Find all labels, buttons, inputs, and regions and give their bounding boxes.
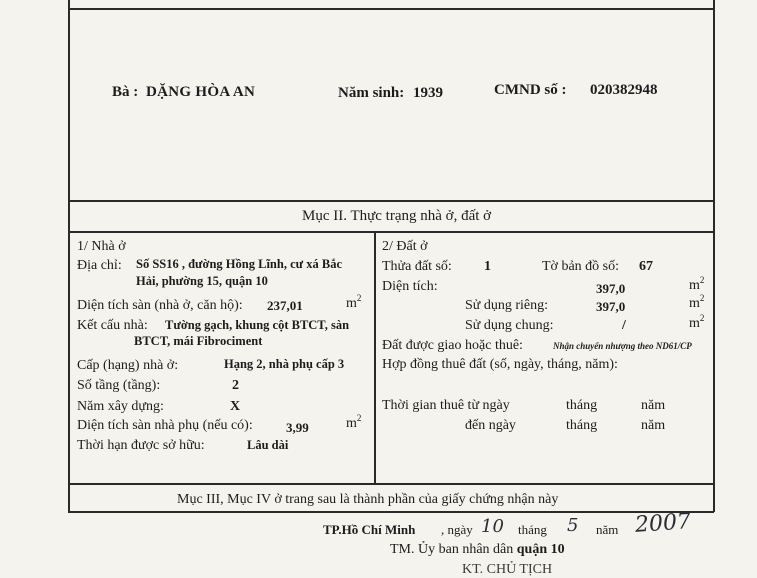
aux-area-value: 3,99 (286, 420, 309, 435)
frame-bottom-border (68, 511, 714, 513)
holder-prefix: Bà : (112, 84, 139, 100)
private-use-value: 397,0 (596, 299, 626, 314)
floor-area-value: 237,01 (267, 298, 303, 313)
signing-year-label: năm (596, 522, 619, 537)
id-label: CMND số : (494, 82, 567, 98)
address-line-1: Số SS16 , đường Hồng Lĩnh, cư xá Bắc (136, 257, 343, 271)
allocation-value: Nhận chuyển nhượng theo ND61/CP (553, 341, 692, 351)
frame-right-border (713, 0, 715, 512)
section-2-title: Mục II. Thực trạng nhà ở, đất ở (302, 208, 492, 224)
build-year-value: X (230, 399, 241, 414)
footer-note: Mục III, Mục IV ở trang sau là thành phần của giấy chứng nhận này (177, 492, 559, 507)
land-area-unit: $m^2$ (689, 275, 705, 293)
birth-year: 1939 (413, 85, 443, 101)
plot-label: Thửa đất số: (382, 259, 452, 274)
signing-month-value: 5 (567, 515, 579, 536)
floors-label: Số tầng (tầng): (77, 378, 161, 393)
grade-label: Cấp (hạng) nhà ở: (77, 358, 179, 373)
birth-label: Năm sinh: (338, 85, 405, 101)
land-area-value: 397,0 (596, 281, 626, 296)
holder-name: DẶNG HÒA AN (146, 84, 256, 100)
house-heading: 1/ Nhà ở (77, 239, 126, 254)
ownership-value: Lâu dài (247, 438, 289, 452)
cut-off-title: KT. CHỦ TỊCH (462, 562, 553, 577)
floors-value: 2 (232, 378, 239, 393)
grade-value: Hạng 2, nhà phụ cấp 3 (224, 357, 345, 371)
ownership-label: Thời hạn được sở hữu: (77, 438, 205, 453)
authority-district: quận 10 (516, 542, 565, 557)
frame-top-border (68, 8, 714, 10)
structure-line-2: BTCT, mái Fibrociment (134, 334, 263, 348)
shared-use-unit: $m^2$ (689, 313, 705, 331)
floor-area-unit: $m^2$ (346, 293, 362, 311)
signing-year-value: 2007 (634, 509, 692, 538)
section-divider-bottom (68, 483, 714, 485)
signing-day-value: 10 (481, 516, 504, 537)
structure-label: Kết cấu nhà: (77, 318, 148, 333)
structure-line-1: Tường gạch, khung cột BTCT, sàn (165, 318, 350, 332)
lease-to-month: tháng (566, 418, 598, 433)
frame-left-border (68, 0, 70, 512)
private-use-label: Sử dụng riêng: (465, 298, 549, 313)
lease-from-month: tháng (566, 398, 598, 413)
lease-contract-label: Hợp đồng thuê đất (số, ngày, tháng, năm): (382, 357, 618, 372)
plot-value: 1 (484, 259, 491, 274)
map-label: Tờ bản đồ số: (542, 259, 620, 274)
aux-area-unit: $m^2$ (346, 413, 362, 431)
authority-line (390, 542, 565, 558)
address-label: Địa chỉ: (77, 258, 122, 273)
column-divider (374, 231, 376, 483)
allocation-label: Đất được giao hoặc thuê: (382, 338, 523, 353)
signing-day-label: , ngày (441, 522, 473, 537)
section-title-underline (68, 231, 714, 233)
lease-to-year: năm (641, 418, 666, 433)
signing-month-label: tháng (518, 522, 547, 537)
section-divider-top (68, 200, 714, 202)
signing-city: TP.Hồ Chí Minh (323, 522, 416, 537)
land-area-label: Diện tích: (382, 279, 438, 294)
land-heading: 2/ Đất ở (382, 239, 428, 254)
map-value: 67 (639, 259, 653, 274)
build-year-label: Năm xây dựng: (77, 399, 164, 414)
private-use-unit: $m^2$ (689, 293, 705, 311)
shared-use-label: Sử dụng chung: (465, 318, 554, 333)
lease-from-label: Thời gian thuê từ ngày (382, 398, 510, 413)
aux-area-label: Diện tích sàn nhà phụ (nếu có): (77, 418, 253, 433)
lease-to-label: đến ngày (465, 418, 516, 433)
shared-use-value: / (622, 318, 626, 333)
floor-area-label: Diện tích sàn (nhà ở, căn hộ): (77, 298, 243, 313)
authority-prefix: TM. Ủy ban nhân dân (390, 542, 514, 557)
lease-from-year: năm (641, 398, 666, 413)
address-line-2: Hải, phường 15, quận 10 (136, 274, 268, 288)
id-number: 020382948 (590, 82, 658, 98)
